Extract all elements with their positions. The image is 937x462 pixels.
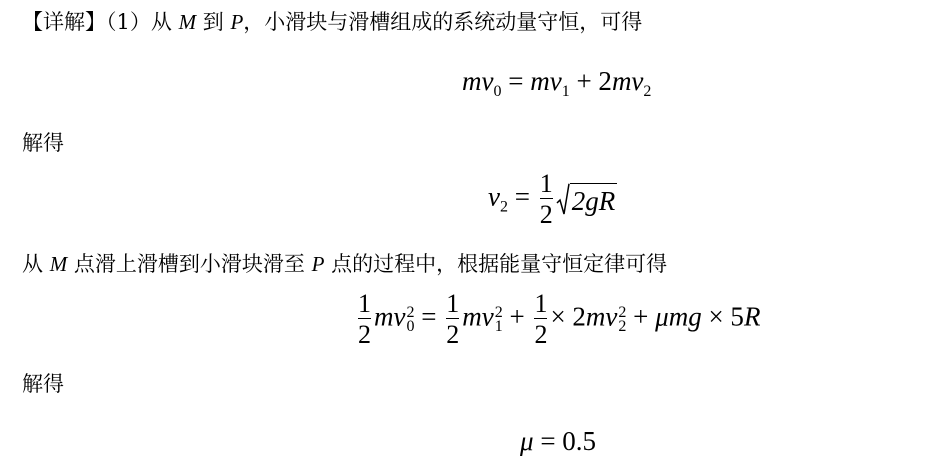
eq3-f3-num: 1 — [534, 289, 548, 318]
eq3-plus-1: + — [502, 301, 532, 332]
solve-label-2: 解得 — [22, 372, 64, 396]
eq3-radius: R — [743, 301, 761, 332]
eq3-term3-sup: 2 — [618, 303, 627, 321]
eq3-term1-sub: 0 — [406, 317, 415, 335]
line3-part1: 从 — [22, 252, 43, 276]
eq3-f2-den: 2 — [446, 320, 460, 349]
eq3-f3-den: 2 — [534, 320, 548, 349]
eq2-lhs: v — [488, 181, 500, 212]
eq1-lhs: mv — [462, 66, 494, 96]
eq3-term3: mv — [585, 301, 618, 332]
bracket-open: 【 — [22, 10, 43, 34]
part-label: （1）从 — [106, 10, 172, 34]
eq3-term1: mv — [374, 301, 406, 332]
eq1-term2: mv — [611, 66, 644, 96]
eq4-mu: μ — [520, 426, 534, 456]
eq3-times-5: × 5 — [701, 301, 744, 332]
sqrt-radicand: 2gR — [570, 183, 618, 217]
eq2-numerator: 1 — [539, 169, 553, 198]
eq2-lhs-sub: 2 — [499, 198, 508, 216]
eq1-term1: mv — [530, 66, 562, 96]
eq3-fraction-2 — [446, 290, 459, 349]
eq3-term2-sub: 1 — [494, 317, 503, 335]
intro-line — [22, 9, 642, 35]
line3-var-p: P — [311, 252, 325, 276]
eq1-term2-sub: 2 — [643, 83, 652, 100]
intro-text: ，小滑块与滑槽组成的系统动量守恒，可得 — [243, 10, 643, 34]
eq3-f2-num: 1 — [446, 289, 460, 318]
sqrt-symbol — [556, 183, 618, 217]
radical-sign-icon — [556, 183, 570, 217]
momentum-equation — [462, 66, 651, 101]
eq1-plus: + 2 — [569, 66, 612, 96]
solve-label-1: 解得 — [22, 131, 64, 155]
eq1-equals: = — [501, 66, 531, 96]
eq3-equals: = — [414, 301, 444, 332]
eq1-lhs-sub: 0 — [493, 83, 502, 100]
eq2-equals: = — [507, 181, 537, 212]
eq3-term2: mv — [462, 301, 494, 332]
eq3-term2-sup: 2 — [494, 303, 503, 321]
energy-equation — [355, 290, 760, 349]
energy-intro-line — [22, 251, 667, 277]
line3-var-m: M — [49, 252, 68, 276]
eq3-friction-term: μmg — [655, 301, 702, 332]
eq2-denominator: 2 — [539, 200, 553, 229]
var-p: P — [230, 10, 244, 34]
to-word: 到 — [202, 10, 224, 34]
line3-part2: 点滑上滑槽到小滑块滑至 — [73, 252, 305, 276]
eq2-fraction — [540, 170, 553, 229]
bracket-close: 】 — [85, 10, 106, 34]
tag-label: 详解 — [43, 10, 85, 34]
eq3-plus-2: + — [626, 301, 656, 332]
eq3-f1-den: 2 — [358, 320, 371, 349]
result-equation — [520, 426, 596, 457]
eq3-term2-indices — [494, 303, 503, 335]
velocity-equation — [488, 170, 617, 229]
eq1-term1-sub: 1 — [561, 83, 570, 100]
eq3-fraction-3 — [534, 290, 547, 349]
eq3-times-2: × 2 — [550, 301, 586, 332]
eq3-f1-num: 1 — [358, 289, 371, 318]
eq4-value: = 0.5 — [533, 426, 597, 456]
eq3-term3-sub: 2 — [618, 317, 627, 335]
var-m: M — [178, 10, 197, 34]
line3-part3: 点的过程中，根据能量守恒定律可得 — [331, 252, 668, 276]
eq3-term1-sup: 2 — [406, 303, 415, 321]
eq3-fraction-1 — [358, 290, 371, 349]
